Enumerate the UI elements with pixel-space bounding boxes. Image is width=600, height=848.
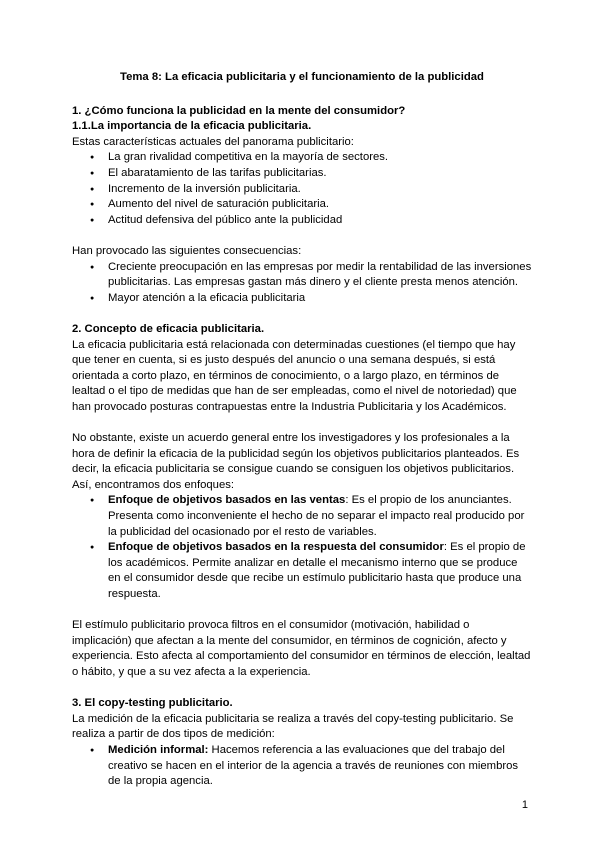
section-3-list [72,743,532,790]
list-item: ● Actitud defensiva del público ante la publicidad [108,213,532,229]
list-item [108,493,532,540]
list-item-bold: Enfoque de objetivos basados en las ventas [108,494,346,507]
list-item: ● Incremento de la inversión publicitaria. [108,182,532,198]
section-2-paragraph-3: El estímulo publicitario provoca filtros en el consumidor (motivación, habilidad o implicación) que afectan a la mente del consumidor, en términos de cognición, afecto y experiencia. Esto afecta al comportamiento del consumidor en términos de elección, lealtad o hábito, y que a su vez afecta a la experiencia. [72,619,531,678]
list-item-text: : Es el propio de los académicos. Permite analizar en detalle el mecanismo interno que se produce en el consumidor desde que recibe un estímulo publicitario hasta que produce una respuesta. [108,541,526,600]
section-2-list [72,493,532,602]
list-item-bold: Medición informal: [108,743,209,756]
list-item: ● Creciente preocupación en las empresas por medir la rentabilidad de las inversiones publicitarias. Las empresas gastan más dinero y el cliente presta menos atención. [108,260,532,291]
list-item [108,743,532,790]
list-item: ● El abaratamiento de las tarifas publicitarias. [108,166,532,182]
list-item [108,540,532,602]
section-2-paragraph-2: No obstante, existe un acuerdo general entre los investigadores y los profesionales a la hora de definir la eficacia de la publicidad según los objetivos publicitarios planteados. Es decir, la eficacia publicitaria se consigue cuando se consiguen los objetivos publicitarios. Así, encontramos dos enfoques: [72,432,520,491]
document-title: Tema 8: La eficacia publicitaria y el funcionamiento de la publicidad [120,71,484,83]
list-item: ● La gran rivalidad competitiva en la mayoría de sectores. [108,150,532,166]
section-1-list [72,150,532,228]
section-1-intro: Estas características actuales del panorama publicitario: [72,135,354,148]
section-1-list-2 [72,260,532,307]
list-item-text: Hacemos referencia a las evaluaciones que del trabajo del creativo se hacen en el interior de la agencia a través de reuniones con miembros de la propia agencia. [108,743,519,788]
page-content [72,70,532,790]
section-1-intro-2: Han provocado las siguientes consecuencias: [72,244,302,257]
section-1-1-heading: 1.1.La importancia de la eficacia publicitaria. [72,120,312,133]
section-2-paragraph-1: La eficacia publicitaria está relacionada con determinadas cuestiones (el tiempo que hay que tener en cuenta, si es justo después del anuncio o una semana después, si está orientada a corto plazo, en términos de conocimiento, o a largo plazo, en términos de lealtad o el tipo de medidas que han de ser empleadas, como el nivel de notoriedad) que han provocado posturas contrapuestas entre la Industria Publicitaria y los Académicos. [72,338,517,413]
section-3-paragraph-1: La medición de la eficacia publicitaria se realiza a través del copy-testing publicitario. Se realiza a partir de dos tipos de medición: [72,712,514,741]
list-item: ● Aumento del nivel de saturación publicitaria. [108,197,532,213]
section-3-heading: 3. El copy-testing publicitario. [72,697,233,710]
page-number: 1 [521,799,528,811]
list-item: ● Mayor atención a la eficacia publicitaria [108,291,532,307]
section-2-heading: 2. Concepto de eficacia publicitaria. [72,322,265,335]
list-item-text: : Es el propio de los anunciantes. Presenta como inconveniente el hecho de no separar el impacto real producido por la publicidad del ocasionado por el resto de variables. [108,494,525,538]
list-item-bold: Enfoque de objetivos basados en la respuesta del consumidor [108,541,444,554]
section-1-heading: 1. ¿Cómo funciona la publicidad en la mente del consumidor? [72,104,406,117]
